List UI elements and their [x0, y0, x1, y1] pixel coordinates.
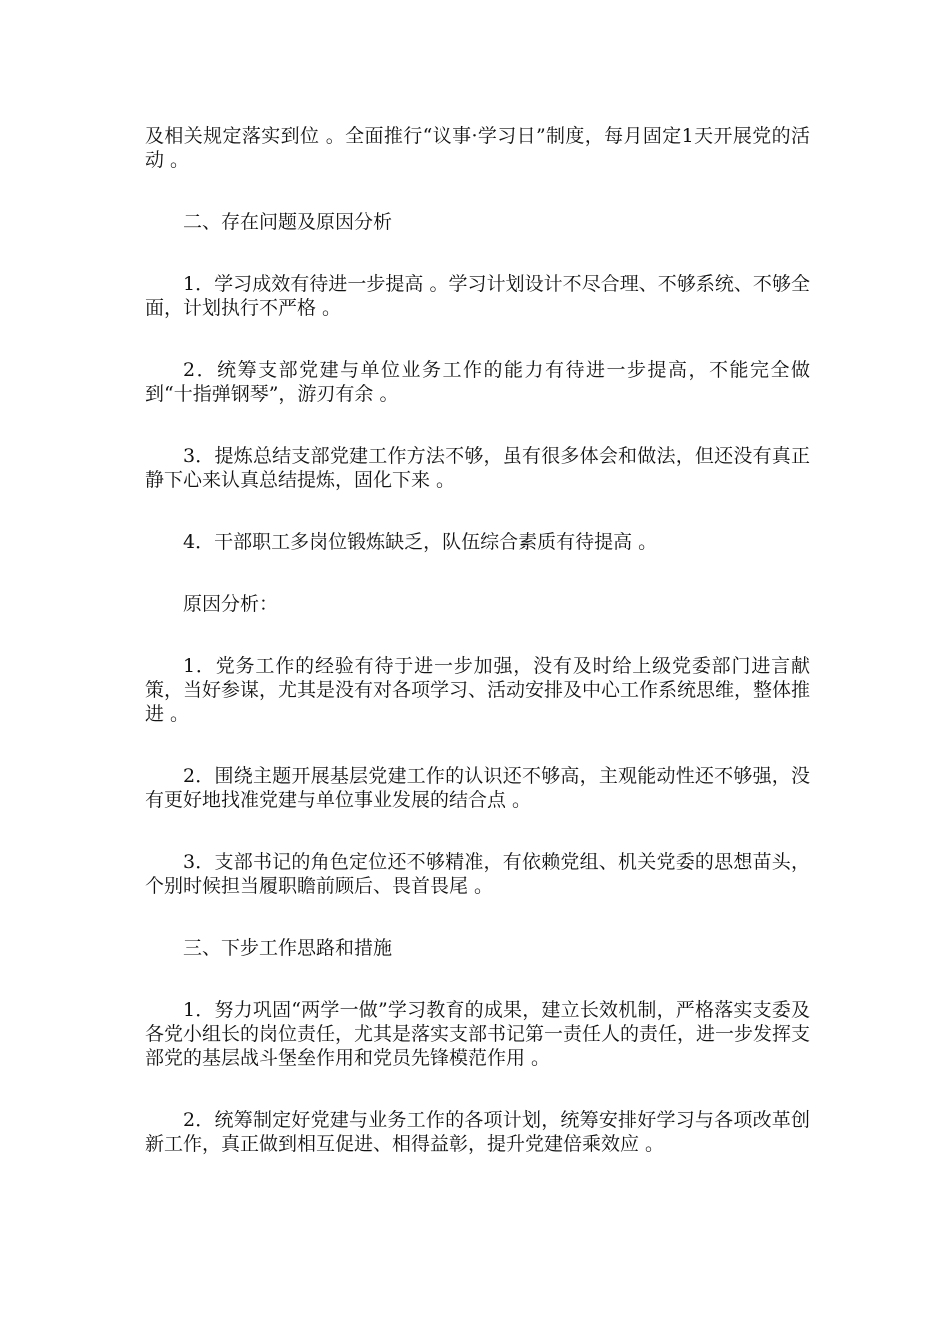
- cause-item-2: 2．围绕主题开展基层党建工作的认识还不够高，主观能动性还不够强，没有更好地找准党建与单位事业发展的结合点 。: [145, 765, 810, 811]
- measure-item-2: 2．统筹制定好党建与业务工作的各项计划，统筹安排好学习与各项改革创新工作，真正做到相互促进、相得益彰，提升党建倍乘效应 。: [145, 1109, 810, 1155]
- paragraph-continuation: 及相关规定落实到位 。全面推行“议事·学习日”制度，每月固定1天开展党的活动 。: [145, 125, 810, 171]
- cause-item-1: 1．党务工作的经验有待于进一步加强，没有及时给上级党委部门进言献策，当好参谋，尤其是没有对各项学习、活动安排及中心工作系统思维，整体推进 。: [145, 655, 811, 725]
- section-heading-next-steps: 三、下步工作思路和措施: [183, 937, 393, 959]
- cause-item-3: 3．支部书记的角色定位还不够精准，有依赖党组、机关党委的思想苗头，个别时候担当履职瞻前顾后、畏首畏尾 。: [145, 851, 810, 897]
- measure-item-1: 1．努力巩固“两学一做”学习教育的成果，建立长效机制，严格落实支委及各党小组长的岗位责任，尤其是落实支部书记第一责任人的责任，进一步发挥支部党的基层战斗堡垒作用和党员先锋模范作用 。: [145, 999, 811, 1069]
- section-heading-problems: 二、存在问题及原因分析: [183, 211, 393, 233]
- problem-item-3: 3．提炼总结支部党建工作方法不够，虽有很多体会和做法，但还没有真正静下心来认真总结提炼，固化下来 。: [145, 445, 810, 491]
- subheading-cause-analysis: 原因分析：: [183, 593, 279, 615]
- problem-item-2: 2．统筹支部党建与单位业务工作的能力有待进一步提高，不能完全做到“十指弹钢琴”，游刃有余 。: [145, 359, 810, 405]
- problem-item-4: 4．干部职工多岗位锻炼缺乏，队伍综合素质有待提高 。: [183, 531, 658, 553]
- document-page: [145, 124, 810, 1156]
- problem-item-1: 1．学习成效有待进一步提高 。学习计划设计不尽合理、不够系统、不够全面，计划执行不严格 。: [145, 273, 810, 319]
